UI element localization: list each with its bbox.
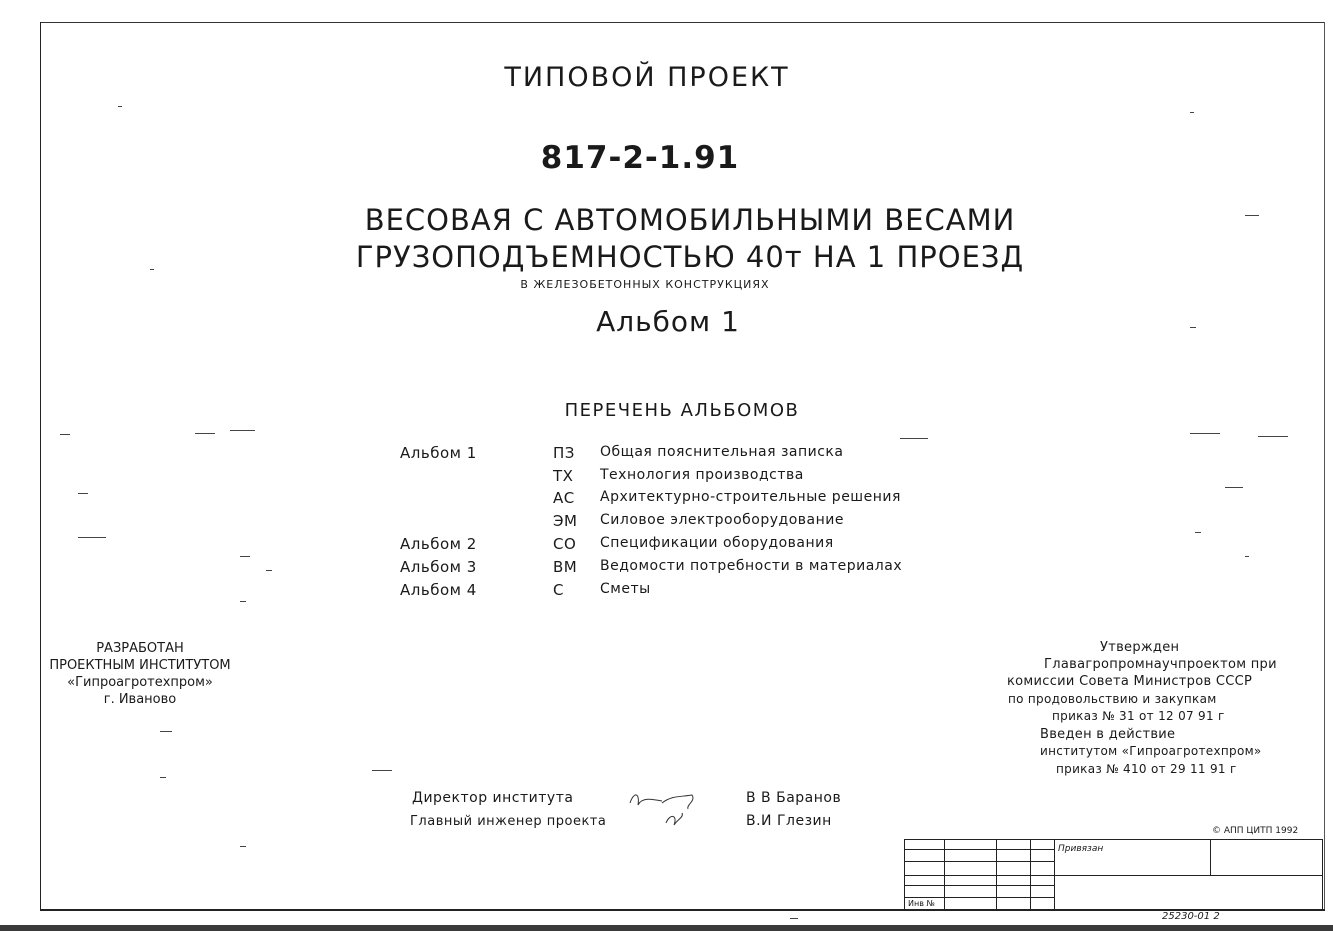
scan-speck (1245, 215, 1259, 216)
project-number: 817-2-1.91 (540, 140, 740, 176)
frame-border-left (40, 22, 41, 910)
title-block-table (904, 839, 1323, 909)
project-title-line2: ГРУЗОПОДЪЕМНОСТЬЮ 40т НА 1 ПРОЕЗД (355, 240, 1025, 274)
section-description: Общая пояснительная записка (600, 444, 844, 460)
frame-border-top (40, 22, 1325, 23)
scan-speck (160, 777, 166, 778)
section-code: АС (553, 489, 575, 507)
scan-speck (195, 433, 215, 434)
handwritten-signatures (622, 783, 712, 833)
table-rule (1030, 839, 1031, 909)
project-subtitle: В ЖЕЛЕЗОБЕТОННЫХ КОНСТРУКЦИЯХ (520, 278, 770, 291)
album-label: Альбом 4 (400, 581, 477, 599)
section-description: Технология производства (600, 467, 804, 483)
scan-speck (240, 846, 246, 847)
developer-line: г. Иваново (103, 692, 177, 707)
section-description: Ведомости потребности в материалах (600, 558, 903, 574)
section-code: ВМ (553, 558, 578, 576)
section-code: СО (553, 535, 577, 553)
developer-line: ПРОЕКТНЫМ ИНСТИТУТОМ (49, 658, 231, 673)
scan-edge-strip (0, 925, 1333, 931)
album-label: Альбом 2 (400, 535, 477, 553)
table-rule (904, 885, 1054, 886)
scan-speck (266, 570, 272, 571)
scan-speck (78, 537, 106, 538)
approval-line: Введен в действие (1040, 727, 1176, 742)
table-rule (1322, 839, 1323, 909)
developer-block (40, 640, 240, 708)
scan-speck (1245, 556, 1249, 557)
scan-speck (118, 106, 122, 107)
table-rule (904, 897, 1054, 898)
scan-speck (160, 731, 172, 732)
project-title-line1: ВЕСОВАЯ С АВТОМОБИЛЬНЫМИ ВЕСАМИ (364, 203, 1016, 237)
approval-line: Главагропромнаучпроектом при (1044, 657, 1277, 672)
table-rule (944, 839, 945, 909)
chief-engineer-name: В.И Глезин (746, 813, 832, 829)
developer-line: «Гипроагротехпром» (67, 675, 213, 690)
scan-speck (1190, 327, 1196, 328)
frame-border-right (1324, 22, 1325, 910)
scan-speck (150, 269, 154, 270)
scan-speck (230, 430, 255, 431)
project-type-heading: ТИПОВОЙ ПРОЕКТ (504, 62, 790, 93)
approval-line: Утвержден (1100, 640, 1180, 655)
section-description: Спецификации оборудования (600, 535, 834, 551)
section-description: Сметы (600, 581, 651, 597)
approval-line: приказ № 31 от 12 07 91 г (1052, 709, 1225, 723)
section-code: С (553, 581, 564, 599)
table-rule (1210, 839, 1211, 875)
scan-speck (1225, 487, 1243, 488)
scan-speck (1190, 112, 1194, 113)
table-rule (904, 839, 905, 909)
scan-speck (60, 434, 70, 435)
developer-line: РАЗРАБОТАН (96, 641, 184, 656)
section-description: Архитектурно-строительные решения (600, 489, 901, 505)
section-code: ПЗ (553, 444, 575, 462)
table-rule (904, 849, 1054, 850)
table-rule (904, 861, 1054, 862)
scan-speck (1190, 433, 1220, 434)
section-code: ЭМ (553, 512, 578, 530)
albums-list-heading: ПЕРЕЧЕНЬ АЛЬБОМОВ (564, 400, 800, 421)
section-description: Силовое электрооборудование (600, 512, 844, 528)
director-name: В В Баранов (746, 790, 842, 806)
inventory-label: Инв № (908, 899, 935, 908)
scan-speck (790, 918, 798, 919)
frame-border-bottom (40, 909, 1325, 911)
scan-speck (240, 601, 246, 602)
table-rule (1054, 839, 1055, 909)
approval-line: приказ № 410 от 29 11 91 г (1056, 762, 1237, 776)
table-rule (904, 875, 1323, 876)
album-label: Альбом 3 (400, 558, 477, 576)
approval-line: институтом «Гипроагротехпром» (1040, 744, 1262, 758)
copyright-text: © АПП ЦИТП 1992 (1212, 826, 1299, 836)
section-code: ТХ (553, 467, 574, 485)
scan-speck (240, 556, 250, 557)
album-label: Альбом 1 (400, 444, 477, 462)
scan-speck (1195, 532, 1201, 533)
table-rule (904, 839, 1323, 840)
scan-speck (900, 438, 928, 439)
director-label: Директор института (412, 790, 574, 806)
album-title: Альбом 1 (596, 305, 740, 338)
scan-speck (372, 770, 392, 771)
sheet-number: 25230-01 2 (1162, 911, 1220, 922)
table-rule (996, 839, 997, 909)
attached-label: Привязан (1058, 844, 1104, 854)
approval-line: по продовольствию и закупкам (1008, 692, 1217, 706)
chief-engineer-label: Главный инженер проекта (410, 814, 607, 829)
scan-speck (78, 493, 88, 494)
approval-line: комиссии Совета Министров СССР (1007, 674, 1253, 689)
scan-speck (1258, 436, 1288, 437)
